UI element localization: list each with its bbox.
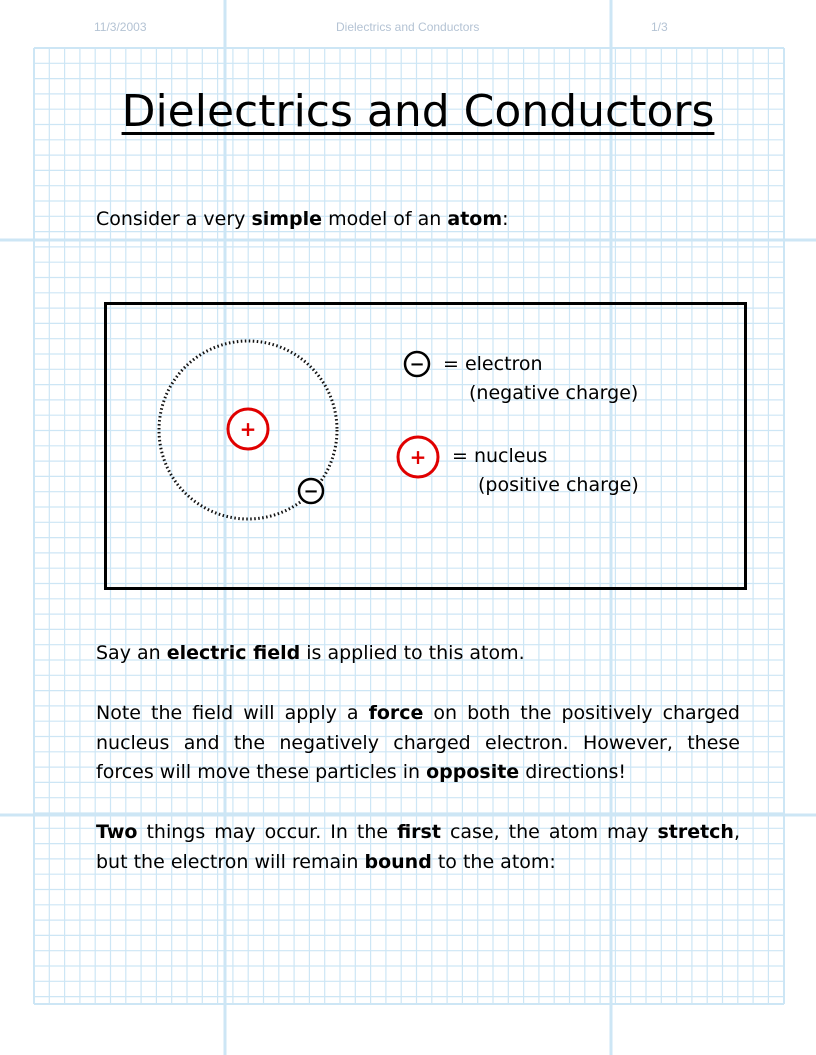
cases-paragraph: Two things may occur. In the first case, the atom may stretch, but the electron will remain bound to the atom: (96, 821, 741, 873)
header-page-number: 1/3 (651, 20, 668, 34)
electron-sign: − (303, 481, 319, 502)
legend-nucleus-label: = nucleus (452, 445, 548, 467)
force-paragraph: Note the field will apply a force on both the positively charged nucleus and the negatively charged electron. However, these forces will move these particles in opposite directions! (96, 702, 740, 783)
legend-electron-desc: (negative charge) (469, 382, 639, 404)
header-title: Dielectrics and Conductors (336, 20, 480, 34)
nucleus-sign: + (239, 417, 257, 441)
page-title: Dielectrics and Conductors (121, 86, 715, 137)
legend-nucleus-sign: + (409, 445, 427, 469)
legend-electron-sign: − (409, 354, 425, 375)
header-date: 11/3/2003 (94, 20, 147, 34)
legend-nucleus-desc: (positive charge) (478, 474, 639, 496)
legend-electron-label: = electron (443, 353, 543, 375)
intro-paragraph: Consider a very simple model of an atom: (96, 208, 509, 230)
field-paragraph: Say an electric field is applied to this atom. (96, 642, 525, 664)
